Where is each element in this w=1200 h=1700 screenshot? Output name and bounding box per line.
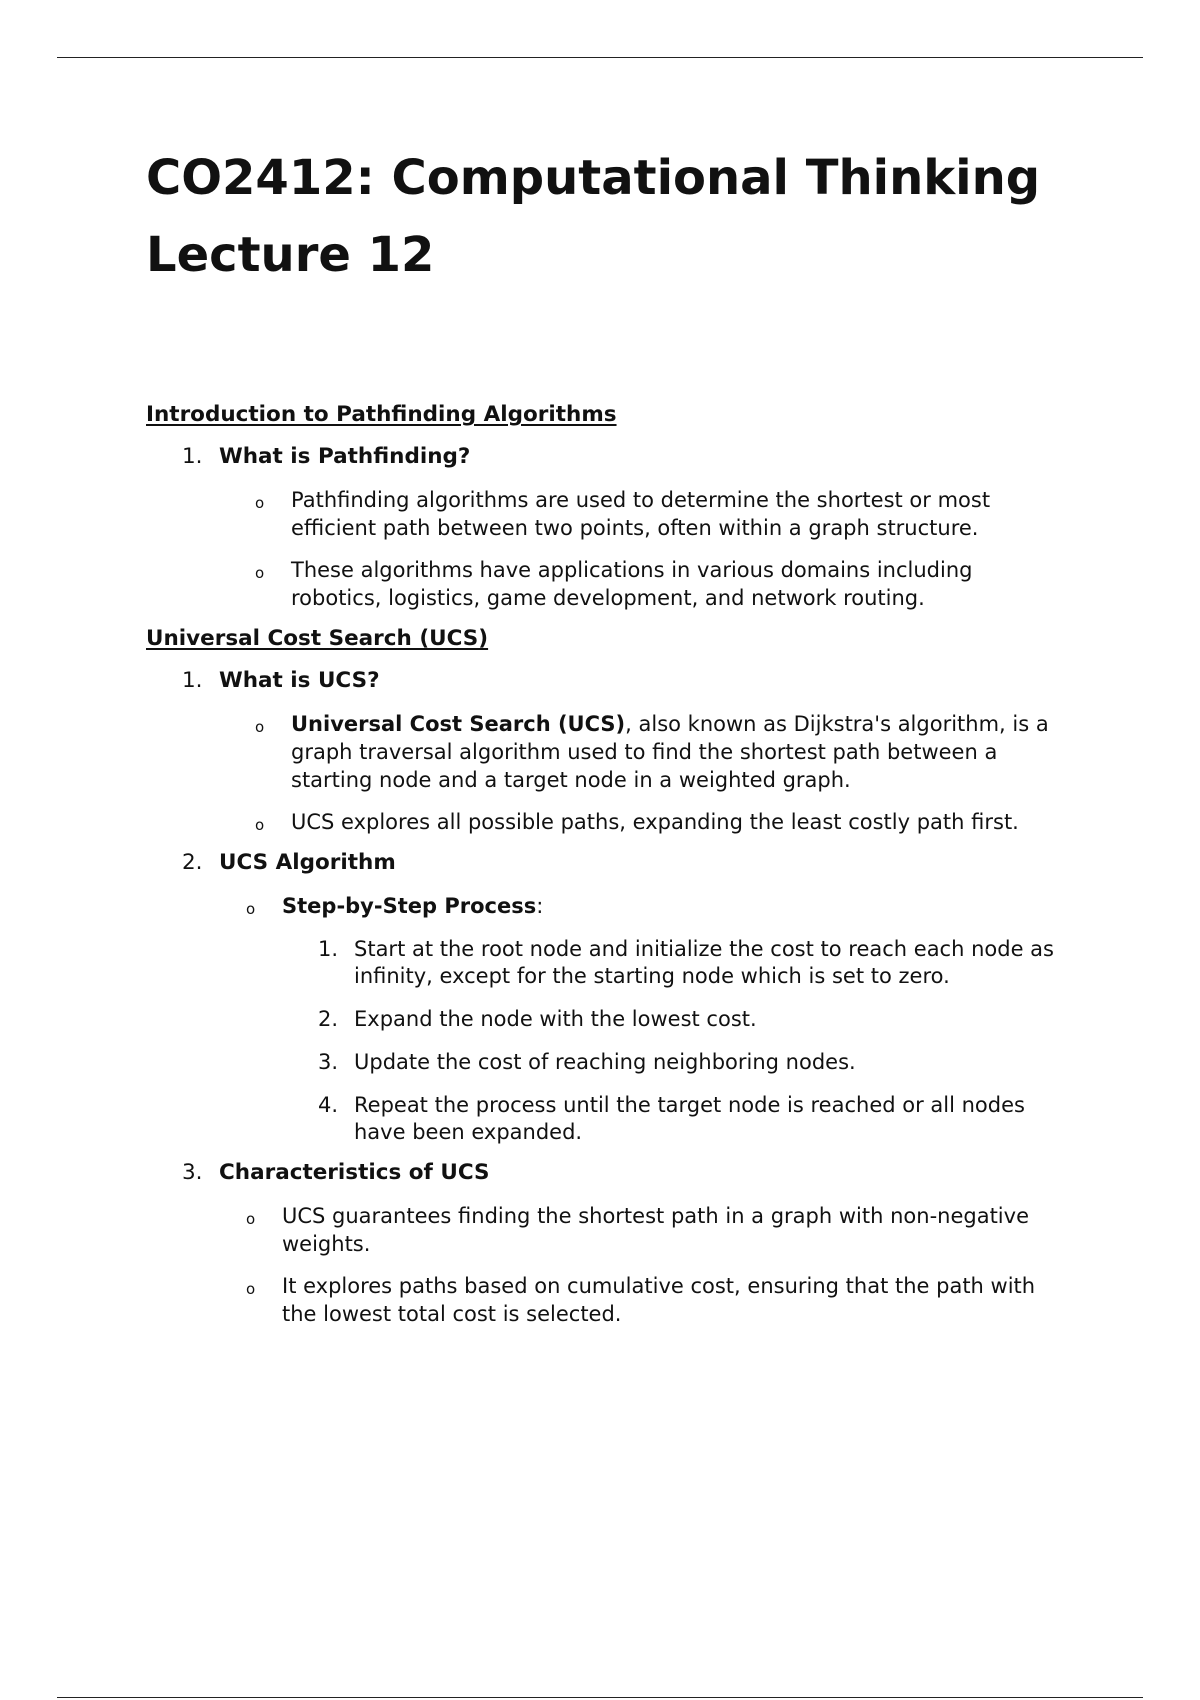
step-number: 3. xyxy=(318,1050,339,1074)
bullet-icon: o xyxy=(246,1210,256,1228)
bullet-icon: o xyxy=(255,718,265,736)
step-number: 2. xyxy=(318,1007,339,1031)
document-body xyxy=(146,140,1066,1328)
bullet-text: UCS guarantees finding the shortest path in a graph with non-negative weights. xyxy=(282,1204,1029,1256)
step-number: 4. xyxy=(318,1093,339,1117)
bullet-item xyxy=(146,710,1066,794)
step-text: Start at the root node and initialize the cost to reach each node as infinity, except for the starting node which is set to zero. xyxy=(354,937,1054,988)
list-number: 2. xyxy=(182,850,203,875)
list-item-what-is-ucs xyxy=(146,666,1066,696)
bullet-item xyxy=(146,486,1066,542)
list-item-title: What is UCS? xyxy=(219,668,380,693)
bullet-icon: o xyxy=(255,564,265,582)
step-item xyxy=(146,1049,1066,1076)
bullet-item xyxy=(146,1272,1066,1328)
bottom-rule xyxy=(57,1697,1143,1698)
bullet-item xyxy=(146,808,1066,836)
bullet-text: These algorithms have applications in various domains including robotics, logistics, game development, and network routing. xyxy=(291,558,973,610)
list-item-title: What is Pathfinding? xyxy=(219,444,471,469)
step-number: 1. xyxy=(318,937,339,961)
bullet-text: , also known as Dijkstra's algorithm, is a graph traversal algorithm used to find the shortest path between a starting node and a target node in a weighted graph. xyxy=(291,712,1049,792)
document-title xyxy=(146,140,1066,294)
bullet-item xyxy=(146,556,1066,612)
bullet-bold-term: Universal Cost Search (UCS) xyxy=(291,712,626,736)
list-item-title: UCS Algorithm xyxy=(219,850,396,875)
step-text: Repeat the process until the target node is reached or all nodes have been expanded. xyxy=(354,1093,1025,1144)
list-item-title: Characteristics of UCS xyxy=(219,1160,490,1185)
list-number: 1. xyxy=(182,668,203,693)
bullet-icon: o xyxy=(255,494,265,512)
step-text: Expand the node with the lowest cost. xyxy=(354,1007,757,1031)
section-heading-ucs: Universal Cost Search (UCS) xyxy=(146,626,489,651)
list-item-ucs-algorithm xyxy=(146,848,1066,878)
step-item xyxy=(146,1006,1066,1033)
bullet-text: Pathfinding algorithms are used to determine the shortest or most efficient path between two points, often within a graph structure. xyxy=(291,488,991,540)
bullet-icon: o xyxy=(246,1280,256,1298)
bullet-item xyxy=(146,892,1066,920)
step-item xyxy=(146,1092,1066,1146)
bullet-bold-term: Step-by-Step Process xyxy=(282,894,537,918)
list-number: 1. xyxy=(182,444,203,469)
bullet-text: : xyxy=(536,894,544,918)
title-line-1: CO2412: Computational Thinking xyxy=(146,150,1041,206)
step-text: Update the cost of reaching neighboring nodes. xyxy=(354,1050,856,1074)
title-line-2: Lecture 12 xyxy=(146,227,435,283)
list-number: 3. xyxy=(182,1160,203,1185)
bullet-icon: o xyxy=(246,900,256,918)
top-rule xyxy=(57,57,1143,58)
bullet-text: It explores paths based on cumulative cost, ensuring that the path with the lowest total cost is selected. xyxy=(282,1274,1036,1326)
list-item-what-is-pathfinding xyxy=(146,442,1066,472)
list-item-characteristics-of-ucs xyxy=(146,1158,1066,1188)
bullet-icon: o xyxy=(255,816,265,834)
section-heading-pathfinding: Introduction to Pathfinding Algorithms xyxy=(146,402,617,427)
step-item xyxy=(146,936,1066,990)
bullet-item xyxy=(146,1202,1066,1258)
bullet-text: UCS explores all possible paths, expanding the least costly path first. xyxy=(291,810,1019,834)
